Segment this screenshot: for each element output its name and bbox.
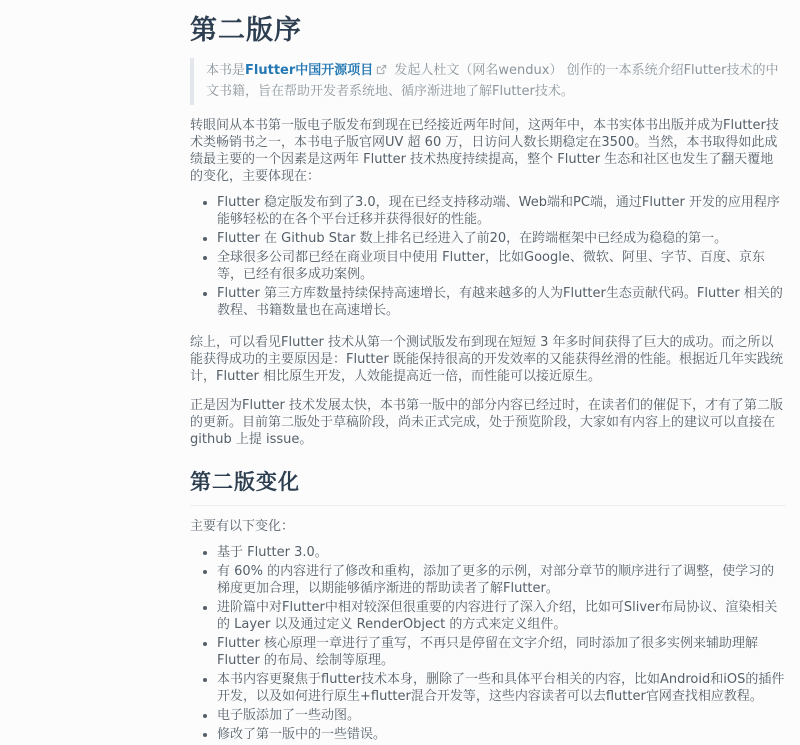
list-item: • 全球很多公司都已经在商业项目中使用 Flutter，比如Google、微软、阿里、字节、百度、京东等，已经有很多成功案例。 [217,249,786,283]
flutter-china-project-link[interactable]: Flutter中国开源项目 [245,63,374,78]
list-item: • 修改了第一版中的一些错误。 [217,726,786,743]
list-item: • 进阶篇中对Flutter中相对较深但很重要的内容进行了深入介绍，比如可Sliver布局协议、渲染相关的 Layer 以及通过定义 RenderObject 的方式来定义组件。 [217,599,786,633]
quote-prefix: 本书是 [206,63,246,78]
list-item: • 有 60% 的内容进行了修改和重构，添加了更多的示例，对部分章节的顺序进行了调整，使学习的梯度更加合理，以期能够循序渐进的帮助读者了解Flutter。 [217,563,786,597]
list-item: • Flutter 在 Github Star 数上排名已经进入了前20，在跨端框架中已经成为稳稳的第一。 [217,230,786,247]
list-item: • Flutter 第三方库数量持续保持高速增长，有越来越多的人为Flutter生态贡献代码。Flutter 相关的教程、书籍数量也在高速增长。 [217,285,786,319]
paragraph-update: 正是因为Flutter 技术发展太快，本书第一版中的部分内容已经过时，在读者们的催促下，才有了第二版的更新。目前第二版处于草稿阶段，尚未正式完成，处于预览阶段，大家如有内容上的建议可以直接在 github 上提 issue。 [190,398,783,447]
list-item: • 本书内容更聚焦于flutter技术本身，删除了一些和具体平台相关的内容，比如Android和iOS的插件开发，以及如何进行原生+flutter混合开发等，这些内容读者可以去flutter官网查找相应教程。 [217,671,786,705]
list-item: • Flutter 核心原理一章进行了重写，不再只是停留在文字介绍，同时添加了很多实例来辅助理解Flutter 的布局、绘制等原理。 [217,635,786,669]
intro-blockquote [190,58,786,105]
changes-intro: 主要有以下变化： [190,519,295,534]
article [190,0,786,745]
paragraph-intro: 转眼间从本书第一版电子版发布到现在已经接近两年时间，这两年中，本书实体书出版并成为Flutter技术类畅销书之一，本书电子版官网UV 超 60 万，日访问人数长期稳定在3500。当然，本书取得如此成绩最主要的一个因素是这两年 Flutter 技术热度持续提高，整个 Flutter 生态和社区也发生了翻天覆地的变化，主要体现在： [190,118,779,184]
list-item: • 电子版添加了一些动图。 [217,707,786,724]
list-item: • Flutter 稳定版发布到了3.0，现在已经支持移动端、Web端和PC端，通过Flutter 开发的应用程序能够轻松的在各个平台迁移并获得很好的性能。 [217,194,786,228]
page-title: 第二版序 [190,15,302,46]
quote-suffix: 发起人杜文（网名wendux） 创作的一本系统介绍Flutter技术的中文书籍，旨在帮助开发者系统地、循序渐进地了解Flutter技术。 [206,63,779,99]
paragraph-summary: 综上，可以看见Flutter 技术从第一个测试版发布到现在短短 3 年多时间获得了巨大的成功。而之所以能获得成功的主要原因是：Flutter 既能保持很高的开发效率的又能获得丝滑的性能。根据近几年实践统计，Flutter 相比原生开发，人效能提高近一倍，而性能可以接近原生。 [190,335,783,384]
changes-list [190,544,786,743]
section-title-changes: 第二版变化 [190,469,786,506]
list-item: • 基于 Flutter 3.0。 [217,544,786,561]
highlights-list [190,194,786,319]
external-link-icon [376,62,387,82]
